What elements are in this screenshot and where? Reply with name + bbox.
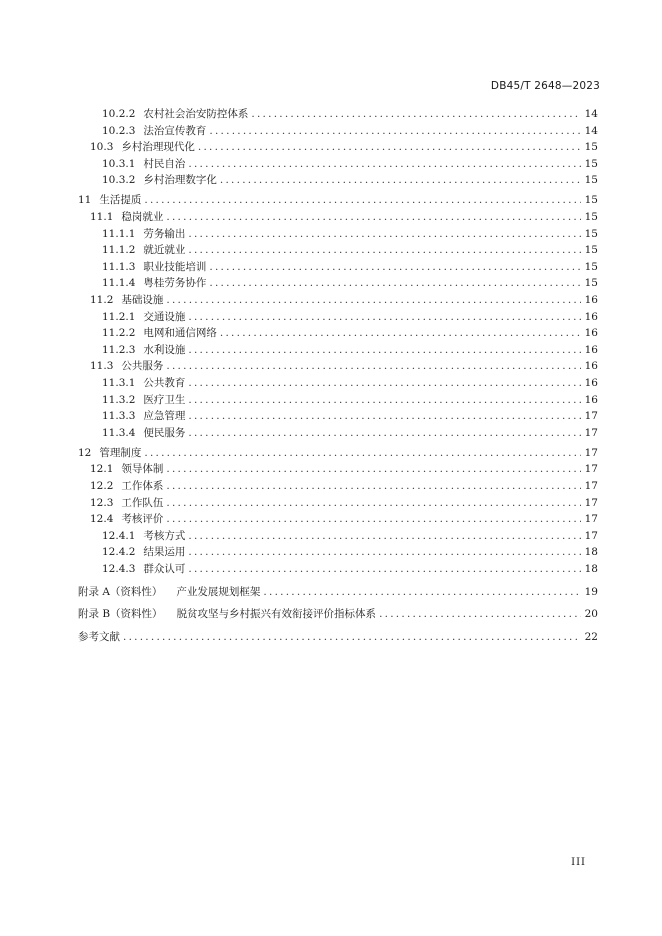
toc-entry-title: 法治宣传教育 [143, 124, 207, 137]
toc-entry-page: 17 [584, 480, 598, 493]
toc-entry-page: 18 [584, 546, 598, 559]
toc-dot-leader [198, 139, 581, 156]
toc-dot-leader [166, 511, 581, 528]
toc-entry[interactable] [78, 325, 598, 342]
toc-entry-number: 11.3 [90, 360, 114, 373]
toc-dot-leader [188, 544, 581, 561]
toc-dot-leader [220, 325, 581, 342]
toc-entry-number: 10.2.2 [102, 108, 136, 120]
toc-entry-number: 11.3.3 [102, 410, 136, 423]
toc-entry[interactable] [78, 342, 598, 359]
toc-entry[interactable] [78, 408, 598, 425]
toc-entry[interactable] [78, 275, 598, 292]
toc-entry-page: 17 [584, 496, 598, 509]
toc-entry-title: 考核评价 [121, 513, 164, 526]
toc-entry-page: 14 [584, 108, 598, 120]
toc-entry-number: 附录 A（资料性） [78, 585, 163, 598]
toc-dot-leader [166, 209, 581, 226]
toc-dot-leader [209, 259, 581, 276]
toc-entry-page: 15 [584, 157, 598, 170]
toc-entry-title: 便民服务 [143, 426, 186, 439]
toc-entry-page: 18 [584, 563, 598, 576]
toc-dot-leader [209, 123, 581, 140]
toc-entry-page: 17 [584, 410, 598, 423]
toc-entry-title: 医疗卫生 [143, 393, 186, 406]
toc-entry-number: 12.4.2 [102, 546, 136, 559]
toc-entry-page: 15 [584, 211, 598, 224]
toc-entry-number: 10.3.1 [102, 157, 136, 170]
toc-dot-leader [251, 106, 581, 123]
toc-entry[interactable] [78, 292, 598, 309]
toc-dot-leader [166, 495, 581, 512]
toc-entry-page: 16 [584, 377, 598, 389]
toc-entry-title: 结果运用 [143, 546, 186, 559]
toc-entry-number: 11 [78, 194, 92, 207]
toc-entry-number: 10.3 [90, 141, 114, 154]
toc-entry[interactable] [78, 209, 598, 226]
toc-entry-number: 11.1.1 [102, 227, 136, 240]
toc-entry[interactable] [78, 495, 598, 512]
toc-dot-leader [188, 309, 581, 326]
toc-entry-page: 16 [584, 294, 598, 307]
toc-entry-title: 粤桂劳务协作 [143, 277, 207, 290]
toc-dot-leader [188, 528, 581, 545]
toc-entry[interactable] [78, 461, 598, 478]
toc-entry-title: 村民自治 [143, 157, 186, 170]
toc-entry-number: 11.2 [90, 294, 114, 307]
toc-entry-number: 11.1 [90, 211, 114, 224]
toc-entry-title: 乡村治理数字化 [143, 174, 217, 187]
toc-entry[interactable] [78, 156, 598, 173]
toc-entry-number: 附录 B（资料性） [78, 608, 163, 621]
page-number: III [571, 857, 586, 868]
toc-entry-page: 16 [584, 310, 598, 323]
toc-entry[interactable] [78, 172, 598, 189]
toc-dot-leader [209, 275, 581, 292]
toc-entry[interactable] [78, 561, 598, 578]
toc-entry-number: 10.3.2 [102, 174, 136, 187]
toc-entry[interactable] [78, 139, 598, 156]
toc-entry[interactable] [78, 528, 598, 545]
toc-entry-page: 15 [584, 277, 598, 290]
toc-entry-title: 电网和通信网络 [143, 327, 217, 340]
toc-entry-page: 20 [584, 608, 598, 621]
toc-entry-page: 15 [584, 194, 598, 207]
toc-dot-leader [188, 342, 581, 359]
toc-entry-title: 产业发展规划框架 [176, 585, 261, 598]
toc-entry-number: 12.4.3 [102, 563, 136, 576]
toc-entry[interactable] [78, 259, 598, 276]
toc-entry-page: 15 [584, 244, 598, 257]
toc-entry[interactable] [78, 584, 598, 601]
toc-entry[interactable] [78, 226, 598, 243]
toc-entry-title: 交通设施 [143, 310, 186, 323]
toc-entry-number: 11.1.4 [102, 277, 136, 290]
toc-dot-leader [166, 358, 581, 375]
toc-entry-number: 11.1.2 [102, 244, 136, 257]
toc-entry-title: 劳务输出 [143, 227, 186, 240]
toc-entry-page: 16 [584, 360, 598, 373]
toc-dot-leader [188, 408, 581, 425]
toc-entry-number: 11.3.4 [102, 426, 136, 439]
toc-entry[interactable] [78, 106, 598, 123]
toc-entry-title: 群众认可 [143, 563, 186, 576]
toc-entry-number: 11.3.1 [102, 377, 136, 389]
toc-entry-title: 水利设施 [143, 343, 186, 356]
toc-entry-page: 17 [584, 463, 598, 476]
toc-entry-title: 应急管理 [143, 410, 186, 423]
toc-entry-title: 脱贫攻坚与乡村振兴有效衔接评价指标体系 [176, 608, 377, 621]
toc-dot-leader [220, 172, 581, 189]
toc-entry-number: 10.2.3 [102, 124, 136, 137]
toc-dot-leader [166, 292, 581, 309]
toc-entry-page: 19 [584, 585, 598, 598]
toc-entry-page: 16 [584, 393, 598, 406]
toc-entry-number: 11.2.1 [102, 310, 136, 323]
toc-entry-page: 15 [584, 141, 598, 154]
toc-entry-title: 工作体系 [121, 480, 164, 493]
toc-entry[interactable] [78, 629, 598, 646]
toc-entry[interactable] [78, 425, 598, 442]
toc-entry[interactable] [78, 123, 598, 140]
toc-entry[interactable] [78, 478, 598, 495]
toc-entry-page: 17 [584, 513, 598, 526]
toc-entry-title: 职业技能培训 [143, 260, 207, 273]
toc-dot-leader [188, 156, 581, 173]
toc-entry-number: 11.2.2 [102, 327, 136, 340]
toc-entry-number: 12.4 [90, 513, 114, 526]
toc-entry[interactable] [78, 392, 598, 409]
toc-entry-title: 稳岗就业 [121, 211, 164, 224]
toc-entry-page: 15 [584, 227, 598, 240]
toc-entry-title: 生活提质 [99, 194, 142, 207]
toc-entry-title: 基础设施 [121, 294, 164, 307]
toc-dot-leader [379, 606, 581, 623]
toc-dot-leader [188, 242, 581, 259]
toc-entry-page: 14 [584, 124, 598, 137]
toc-entry-number: 11.1.3 [102, 260, 136, 273]
toc-entry-title: 领导体制 [121, 463, 164, 476]
toc-entry-page: 17 [584, 446, 598, 459]
toc-entry-title: 乡村治理现代化 [121, 141, 195, 154]
toc-entry-page: 15 [584, 174, 598, 187]
toc-dot-leader [188, 226, 581, 243]
toc-entry-number: 12 [78, 446, 92, 459]
toc-dot-leader [144, 445, 581, 462]
toc-entry-title: 公共教育 [143, 377, 186, 389]
toc-entry-page: 16 [584, 343, 598, 356]
toc-entry-page: 17 [584, 529, 598, 542]
toc-entry-page: 15 [584, 260, 598, 273]
toc-dot-leader [188, 425, 581, 442]
toc-entry[interactable] [78, 309, 598, 326]
toc-dot-leader [166, 461, 581, 478]
toc-entry-page: 22 [584, 630, 598, 643]
toc-entry-title: 工作队伍 [121, 496, 164, 509]
toc-entry-title: 就近就业 [143, 244, 186, 257]
toc-entry[interactable] [78, 242, 598, 259]
toc-entry-title: 农村社会治安防控体系 [143, 108, 249, 120]
toc-entry[interactable] [78, 544, 598, 561]
toc-dot-leader [144, 192, 581, 209]
toc-entry[interactable] [78, 358, 598, 375]
toc-dot-leader [188, 392, 581, 409]
toc-entry-title: 公共服务 [121, 360, 164, 373]
toc-entry-number: 12.3 [90, 496, 114, 509]
toc-entry-title: 管理制度 [99, 446, 142, 459]
toc-dot-leader [263, 584, 581, 601]
toc-dot-leader [123, 629, 581, 646]
toc-entry-number: 12.4.1 [102, 529, 136, 542]
toc-entry-number: 11.2.3 [102, 343, 136, 356]
toc-dot-leader [166, 478, 581, 495]
toc-entry[interactable] [78, 606, 598, 623]
toc-entry-number: 12.1 [90, 463, 114, 476]
document-code: DB45/T 2648—2023 [490, 80, 600, 92]
toc-entry[interactable] [78, 192, 598, 209]
toc-entry-page: 17 [584, 426, 598, 439]
toc-dot-leader [188, 375, 581, 392]
toc-entry[interactable] [78, 375, 598, 392]
toc-dot-leader [188, 561, 581, 578]
toc-entry-number: 11.3.2 [102, 393, 136, 406]
toc-entry[interactable] [78, 511, 598, 528]
toc-entry-title: 考核方式 [143, 529, 186, 542]
toc-entry-title: 参考文献 [78, 630, 120, 643]
toc-entry-number: 12.2 [90, 480, 114, 493]
toc-entry-page: 16 [584, 327, 598, 340]
toc-entry[interactable] [78, 445, 598, 462]
table-of-contents [78, 106, 598, 645]
